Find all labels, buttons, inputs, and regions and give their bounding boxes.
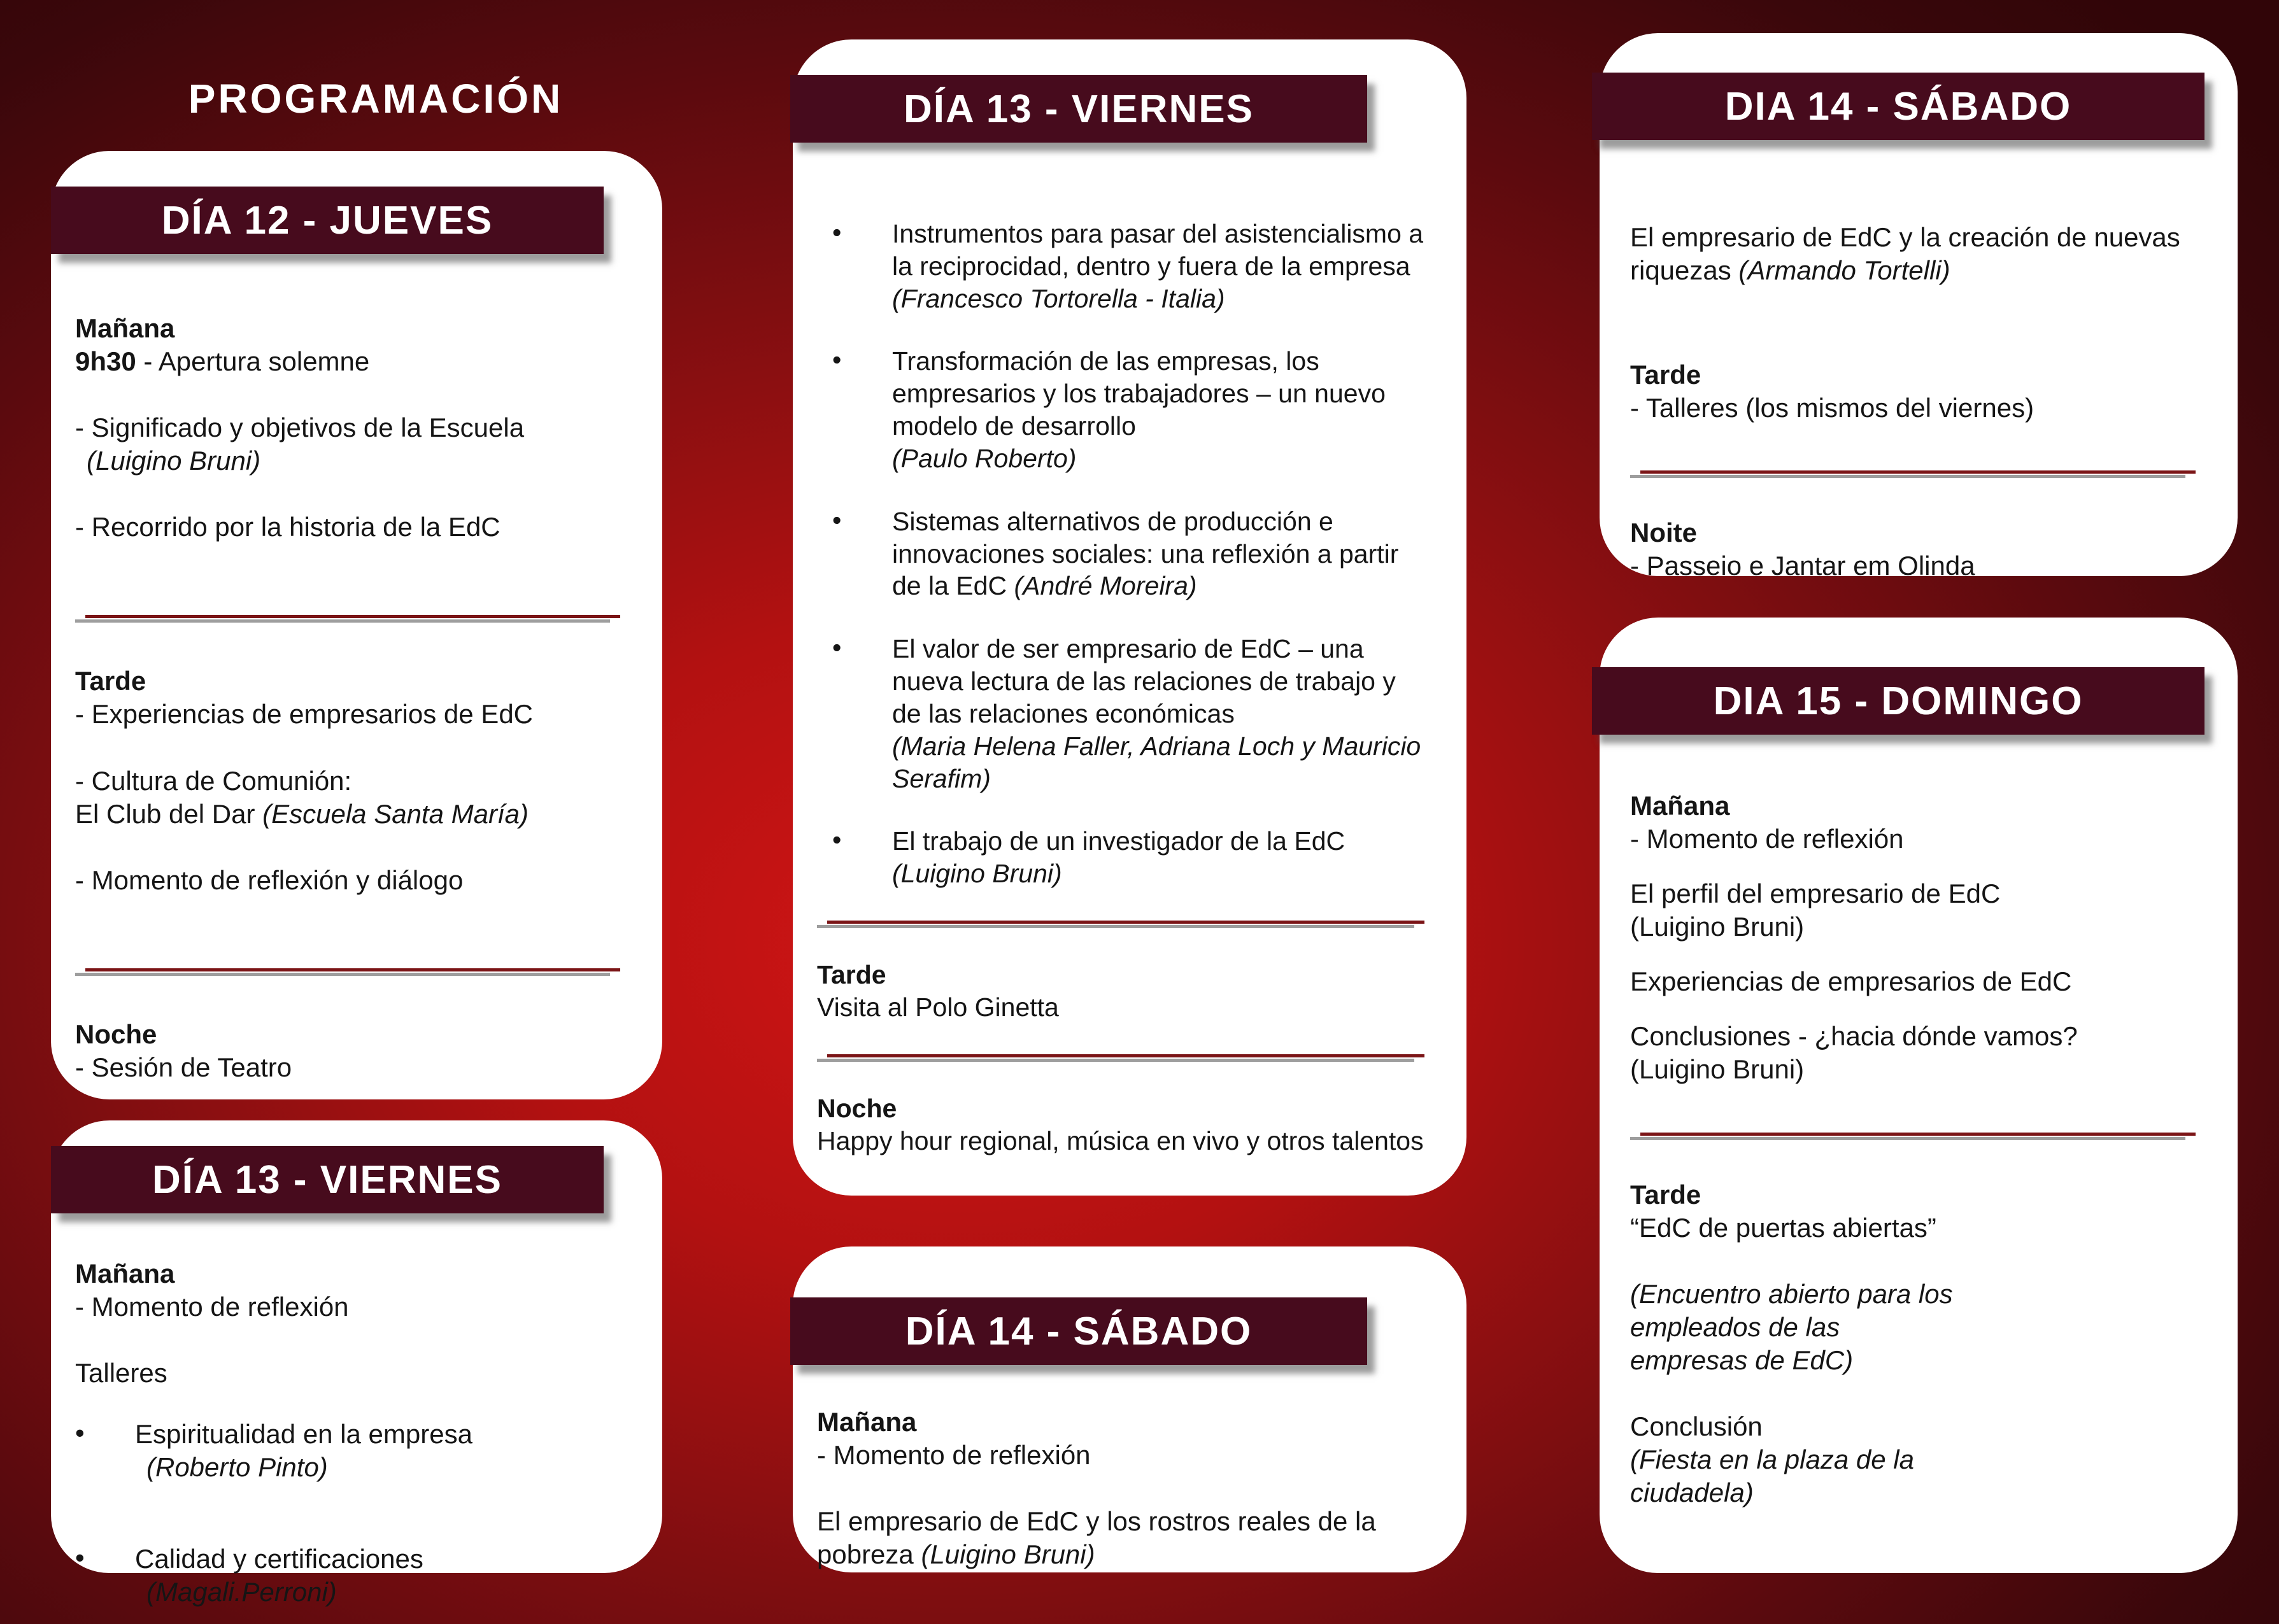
speaker-line: (Luigino Bruni): [1630, 1054, 1805, 1085]
divider: [817, 1054, 1424, 1062]
divider: [75, 968, 620, 976]
card-dia14-sabado-tarde: [1600, 33, 2238, 581]
schedule-line: - Experiencias de empresarios de EdC: [75, 699, 534, 730]
list-item: [75, 1418, 627, 1484]
day-header-label: DÍA 12 - JUEVES: [161, 198, 493, 243]
speaker-line: (Paulo Roberto): [892, 443, 1077, 473]
bullet-icon: •: [832, 218, 842, 247]
speaker-line: (Roberto Pinto): [146, 1452, 328, 1483]
list-item: [817, 825, 1431, 890]
divider: [1630, 470, 2196, 478]
schedule-line: - Momento de reflexión: [817, 1440, 1091, 1471]
speaker-line: (Luigino Bruni): [892, 859, 1062, 889]
schedule-line: (Encuentro abierto para los empleados de las empresas de EdC): [1630, 1278, 1953, 1375]
period-label: Noche: [75, 1019, 157, 1049]
bullet-icon: •: [832, 825, 842, 855]
schedule-line: Visita al Polo Ginetta: [817, 992, 1059, 1022]
list-item: [817, 218, 1431, 314]
list-item: [817, 505, 1431, 602]
bullet-icon: •: [832, 505, 842, 535]
period-label: Mañana: [817, 1407, 917, 1437]
workshop-title: Espiritualidad en la empresa: [135, 1419, 472, 1450]
card-dia12-jueves: [51, 151, 662, 1099]
card-dia14a-content: [817, 1406, 1431, 1571]
bullet-icon: •: [832, 345, 842, 375]
schedule-line: - Momento de reflexión y diálogo: [75, 865, 464, 895]
speaker-line: (Maria Helena Faller, Adriana Loch y Mauricio Serafim): [892, 731, 1421, 793]
schedule-line: El perfil del empresario de EdC: [1630, 879, 2001, 909]
day-header-dia14: [790, 1297, 1367, 1365]
schedule-line: - Momento de reflexión: [75, 1292, 349, 1322]
schedule-line: El Club del Dar (Escuela Santa María): [75, 798, 529, 829]
day-header-label: DIA 15 - DOMINGO: [1713, 679, 2084, 723]
schedule-line: El empresario de EdC y la creación de nuevas riquezas (Armando Tortelli): [1630, 222, 2180, 286]
speaker-line: (Magali.Perroni): [146, 1577, 337, 1607]
schedule-line: Happy hour regional, música en vivo y otros talentos: [817, 1126, 1424, 1155]
day-header-label: DÍA 13 - VIERNES: [152, 1157, 502, 1202]
day-header-dia14: [1592, 73, 2204, 140]
talk-title: Transformación de las empresas, los empresarios y los trabajadores – un nuevo modelo de desarrollo: [892, 346, 1386, 441]
bullet-icon: •: [75, 1543, 85, 1573]
divider: [75, 615, 620, 623]
period-label: Mañana: [1630, 791, 1730, 821]
schedule-line: “EdC de puertas abiertas”: [1630, 1212, 1936, 1243]
day-header-dia15: [1592, 667, 2204, 735]
list-item: [817, 345, 1431, 474]
card-dia15-domingo: [1600, 618, 2238, 1573]
divider: [1630, 1133, 2196, 1140]
period-label: Noite: [1630, 518, 1697, 548]
period-label: Tarde: [1630, 1179, 1701, 1210]
card-dia13a-content: [75, 1257, 627, 1609]
card-dia15-content: [1630, 789, 2202, 1509]
schedule-line: - Passeio e Jantar em Olinda: [1630, 551, 1975, 581]
card-dia13b-content: [817, 218, 1431, 1157]
period-label: Noche: [817, 1093, 897, 1123]
schedule-line: (Fiesta en la plaza de la ciudadela): [1630, 1444, 1914, 1508]
period-label: Tarde: [1630, 360, 1701, 390]
day-header-label: DÍA 13 - VIERNES: [904, 87, 1254, 131]
schedule-line: - Momento de reflexión: [1630, 824, 1904, 854]
schedule-line: - Talleres (los mismos del viernes): [1630, 393, 2034, 423]
speaker-line: (Luigino Bruni): [87, 446, 261, 476]
talk-title: El valor de ser empresario de EdC – una nueva lectura de las relaciones de trabajo y de las relaciones económicas: [892, 634, 1396, 728]
list-item: [817, 633, 1431, 794]
schedule-line: El empresario de EdC y los rostros reales de la pobreza (Luigino Bruni): [817, 1506, 1376, 1570]
schedule-line: Experiencias de empresarios de EdC: [1630, 966, 2072, 997]
period-label: Mañana: [75, 1259, 175, 1289]
card-dia12-content: [75, 312, 627, 1084]
talk-title: Sistemas alternativos de producción e innovaciones sociales: una reflexión a partir de la EdC (André Moreira): [892, 506, 1399, 601]
period-label: Mañana: [75, 313, 175, 343]
card-dia13-viernes-talleres: [51, 1120, 662, 1607]
bullet-icon: •: [832, 633, 842, 663]
schedule-line: Conclusiones - ¿hacia dónde vamos?: [1630, 1021, 2078, 1052]
schedule-line: - Significado y objetivos de la Escuela: [75, 413, 525, 443]
talk-title: Instrumentos para pasar del asistencialismo a la reciprocidad, dentro y fuera de la empresa: [892, 219, 1424, 281]
schedule-line: Talleres: [75, 1358, 167, 1388]
divider: [817, 921, 1424, 928]
day-header-dia13: [790, 75, 1367, 143]
talk-title: El trabajo de un investigador de la EdC: [892, 826, 1345, 856]
period-label: Tarde: [817, 960, 886, 990]
speaker-line: (Luigino Bruni): [1630, 912, 1805, 942]
schedule-line: - Sesión de Teatro: [75, 1052, 292, 1082]
page-title: PROGRAMACIÓN: [188, 76, 564, 122]
card-dia13-viernes-ponencias: [793, 39, 1466, 1196]
day-header-label: DÍA 14 - SÁBADO: [905, 1309, 1253, 1353]
period-label: Conclusión: [1630, 1411, 1763, 1441]
list-item: [75, 1543, 627, 1609]
period-label: Tarde: [75, 666, 146, 696]
schedule-line: - Recorrido por la historia de la EdC: [75, 512, 501, 542]
schedule-line: - Cultura de Comunión:: [75, 765, 352, 796]
day-header-dia12: [51, 187, 604, 254]
card-dia14-sabado-manana: [793, 1246, 1466, 1572]
workshop-title: Calidad y certificaciones: [135, 1544, 423, 1574]
card-dia14b-content: [1630, 221, 2202, 583]
schedule-line: 9h30 - Apertura solemne: [75, 346, 370, 377]
speaker-line: (Francesco Tortorella - Italia): [892, 283, 1225, 313]
day-header-label: DIA 14 - SÁBADO: [1724, 84, 2072, 129]
day-header-dia13: [51, 1146, 604, 1213]
bullet-icon: •: [75, 1418, 85, 1448]
